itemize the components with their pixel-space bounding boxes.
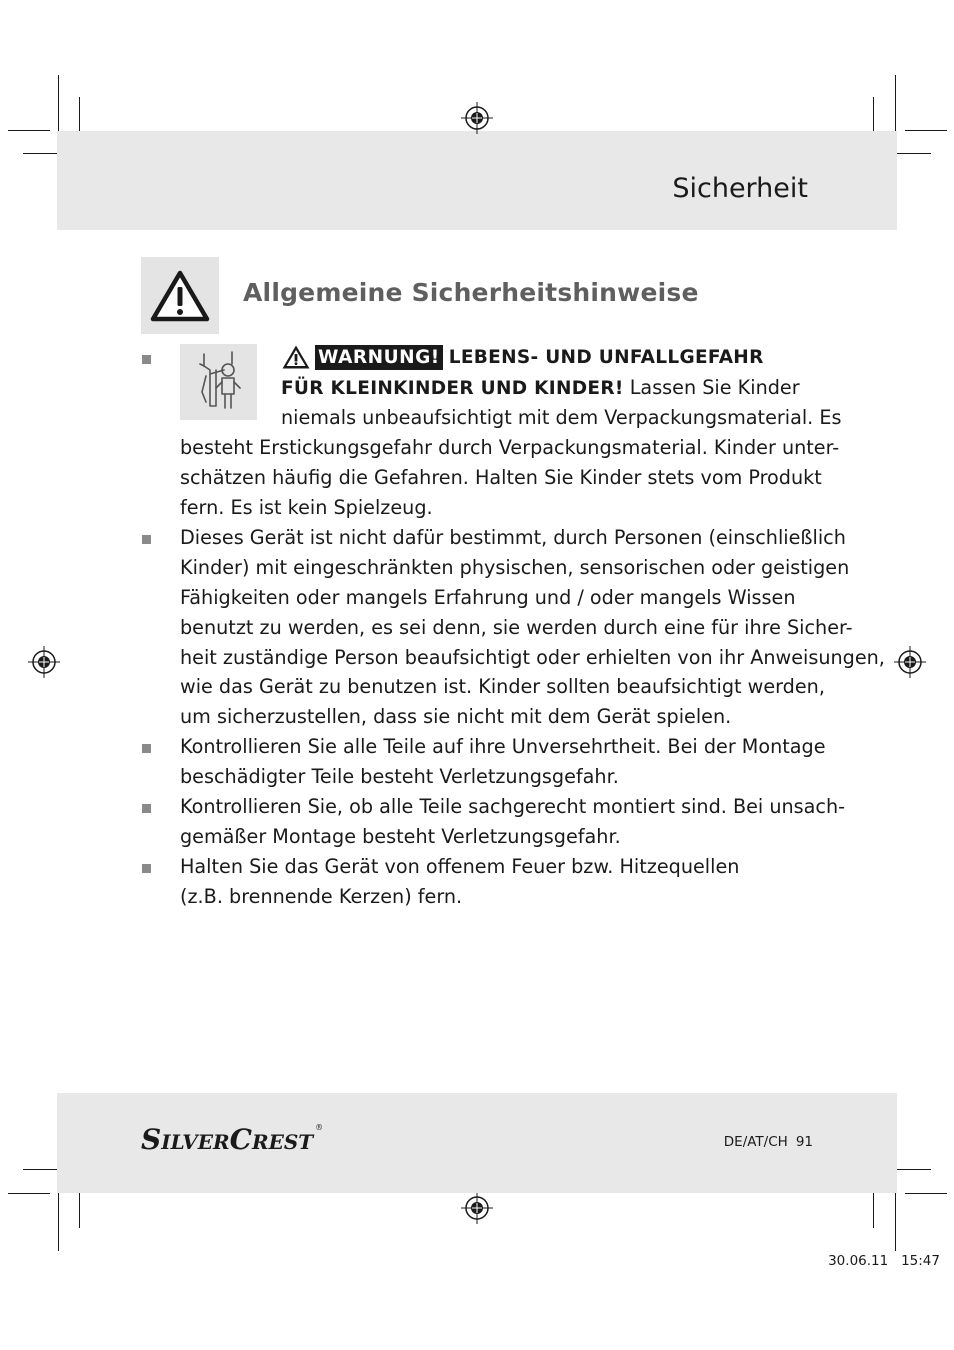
text-line: Lassen Sie Kinder	[623, 376, 800, 399]
registration-mark-icon	[28, 646, 60, 678]
list-item	[180, 852, 820, 912]
warning-heading-part2: FÜR KLEINKINDER UND KINDER!	[281, 378, 624, 399]
text-line: besteht Erstickungsgefahr durch Verpackungsmaterial. Kinder unter-	[180, 436, 840, 459]
brand-logo: SILVERCREST®	[141, 1123, 324, 1156]
section-title: Allgemeine Sicherheitshinweise	[243, 278, 699, 307]
crop-mark	[79, 97, 80, 135]
text-line: gemäßer Montage besteht Verletzungsgefahr.	[180, 824, 621, 848]
bullet	[142, 744, 151, 753]
bullet	[142, 535, 151, 544]
text-line: Dieses Gerät ist nicht dafür bestimmt, durch Personen (einschließlich	[180, 526, 846, 549]
page-number: 91	[795, 1134, 813, 1150]
list-item	[180, 792, 846, 852]
list-item	[180, 523, 885, 732]
warning-triangle-icon	[281, 344, 311, 370]
bullet	[142, 804, 151, 813]
text-line: um sicherzustellen, dass sie nicht mit dem Gerät spielen.	[180, 705, 732, 729]
list-item	[180, 732, 826, 792]
text-line: benutzt zu werden, es sei denn, sie werden durch eine für ihre Sicher-	[180, 615, 853, 639]
text-line: schätzen häufig die Gefahren. Halten Sie Kinder stets vom Produkt	[180, 465, 822, 489]
crop-mark	[8, 130, 50, 131]
crop-mark	[58, 75, 59, 135]
text-line: fern. Es ist kein Spielzeug.	[180, 495, 433, 519]
print-timestamp: 30.06.11 15:47	[828, 1253, 940, 1269]
text-line: Kontrollieren Sie, ob alle Teile sachgerecht montiert sind. Bei unsach-	[180, 795, 846, 818]
text-line: wie das Gerät zu benutzen ist. Kinder sollten beaufsichtigt werden,	[180, 675, 825, 699]
header-band	[57, 131, 897, 230]
footer-page-info	[724, 1134, 813, 1150]
text-line: (z.B. brennende Kerzen) fern.	[180, 884, 463, 908]
crop-mark	[895, 75, 896, 135]
text-line: Fähigkeiten oder mangels Erfahrung und / oder mangels Wissen	[180, 585, 796, 609]
crop-mark	[79, 1193, 80, 1228]
child-packaging-icon-box	[180, 344, 257, 420]
text-line: Kinder) mit eingeschränkten physischen, sensorischen oder geistigen	[180, 555, 850, 579]
section-warning-icon-box	[141, 257, 219, 334]
crop-mark	[8, 1193, 50, 1194]
child-with-packaging-icon	[180, 344, 257, 420]
crop-mark	[873, 97, 874, 135]
warning-heading-part1: LEBENS- UND UNFALLGEFAHR	[448, 346, 764, 368]
locale-code: DE/AT/CH	[723, 1134, 788, 1150]
warning-badge: WARNUNG!	[315, 345, 443, 370]
text-line: Halten Sie das Gerät von offenem Feuer bzw. Hitzequellen	[180, 855, 740, 878]
text-line: beschädigter Teile besteht Verletzungsgefahr.	[180, 764, 619, 788]
crop-mark	[905, 130, 947, 131]
bullet	[142, 864, 151, 873]
text-line: heit zuständige Person beaufsichtigt oder erhielten von ihr Anweisungen,	[180, 645, 885, 669]
crop-mark	[58, 1193, 59, 1251]
text-line: Kontrollieren Sie alle Teile auf ihre Unversehrtheit. Bei der Montage	[180, 735, 826, 758]
warning-text-body	[180, 433, 840, 523]
crop-mark	[895, 1193, 896, 1251]
registration-mark-icon	[894, 646, 926, 678]
crop-mark	[873, 1193, 874, 1228]
page-title: Sicherheit	[672, 173, 808, 204]
bullet	[142, 355, 151, 364]
warning-triangle-icon	[141, 257, 219, 334]
warning-text-top	[281, 373, 921, 433]
text-line: niemals unbeaufsichtigt mit dem Verpackungsmaterial. Es	[281, 405, 842, 429]
footer-band	[57, 1093, 897, 1193]
registration-mark-icon	[461, 1192, 493, 1224]
warning-heading	[281, 344, 764, 372]
registration-mark-icon	[461, 102, 493, 134]
crop-mark	[905, 1193, 947, 1194]
